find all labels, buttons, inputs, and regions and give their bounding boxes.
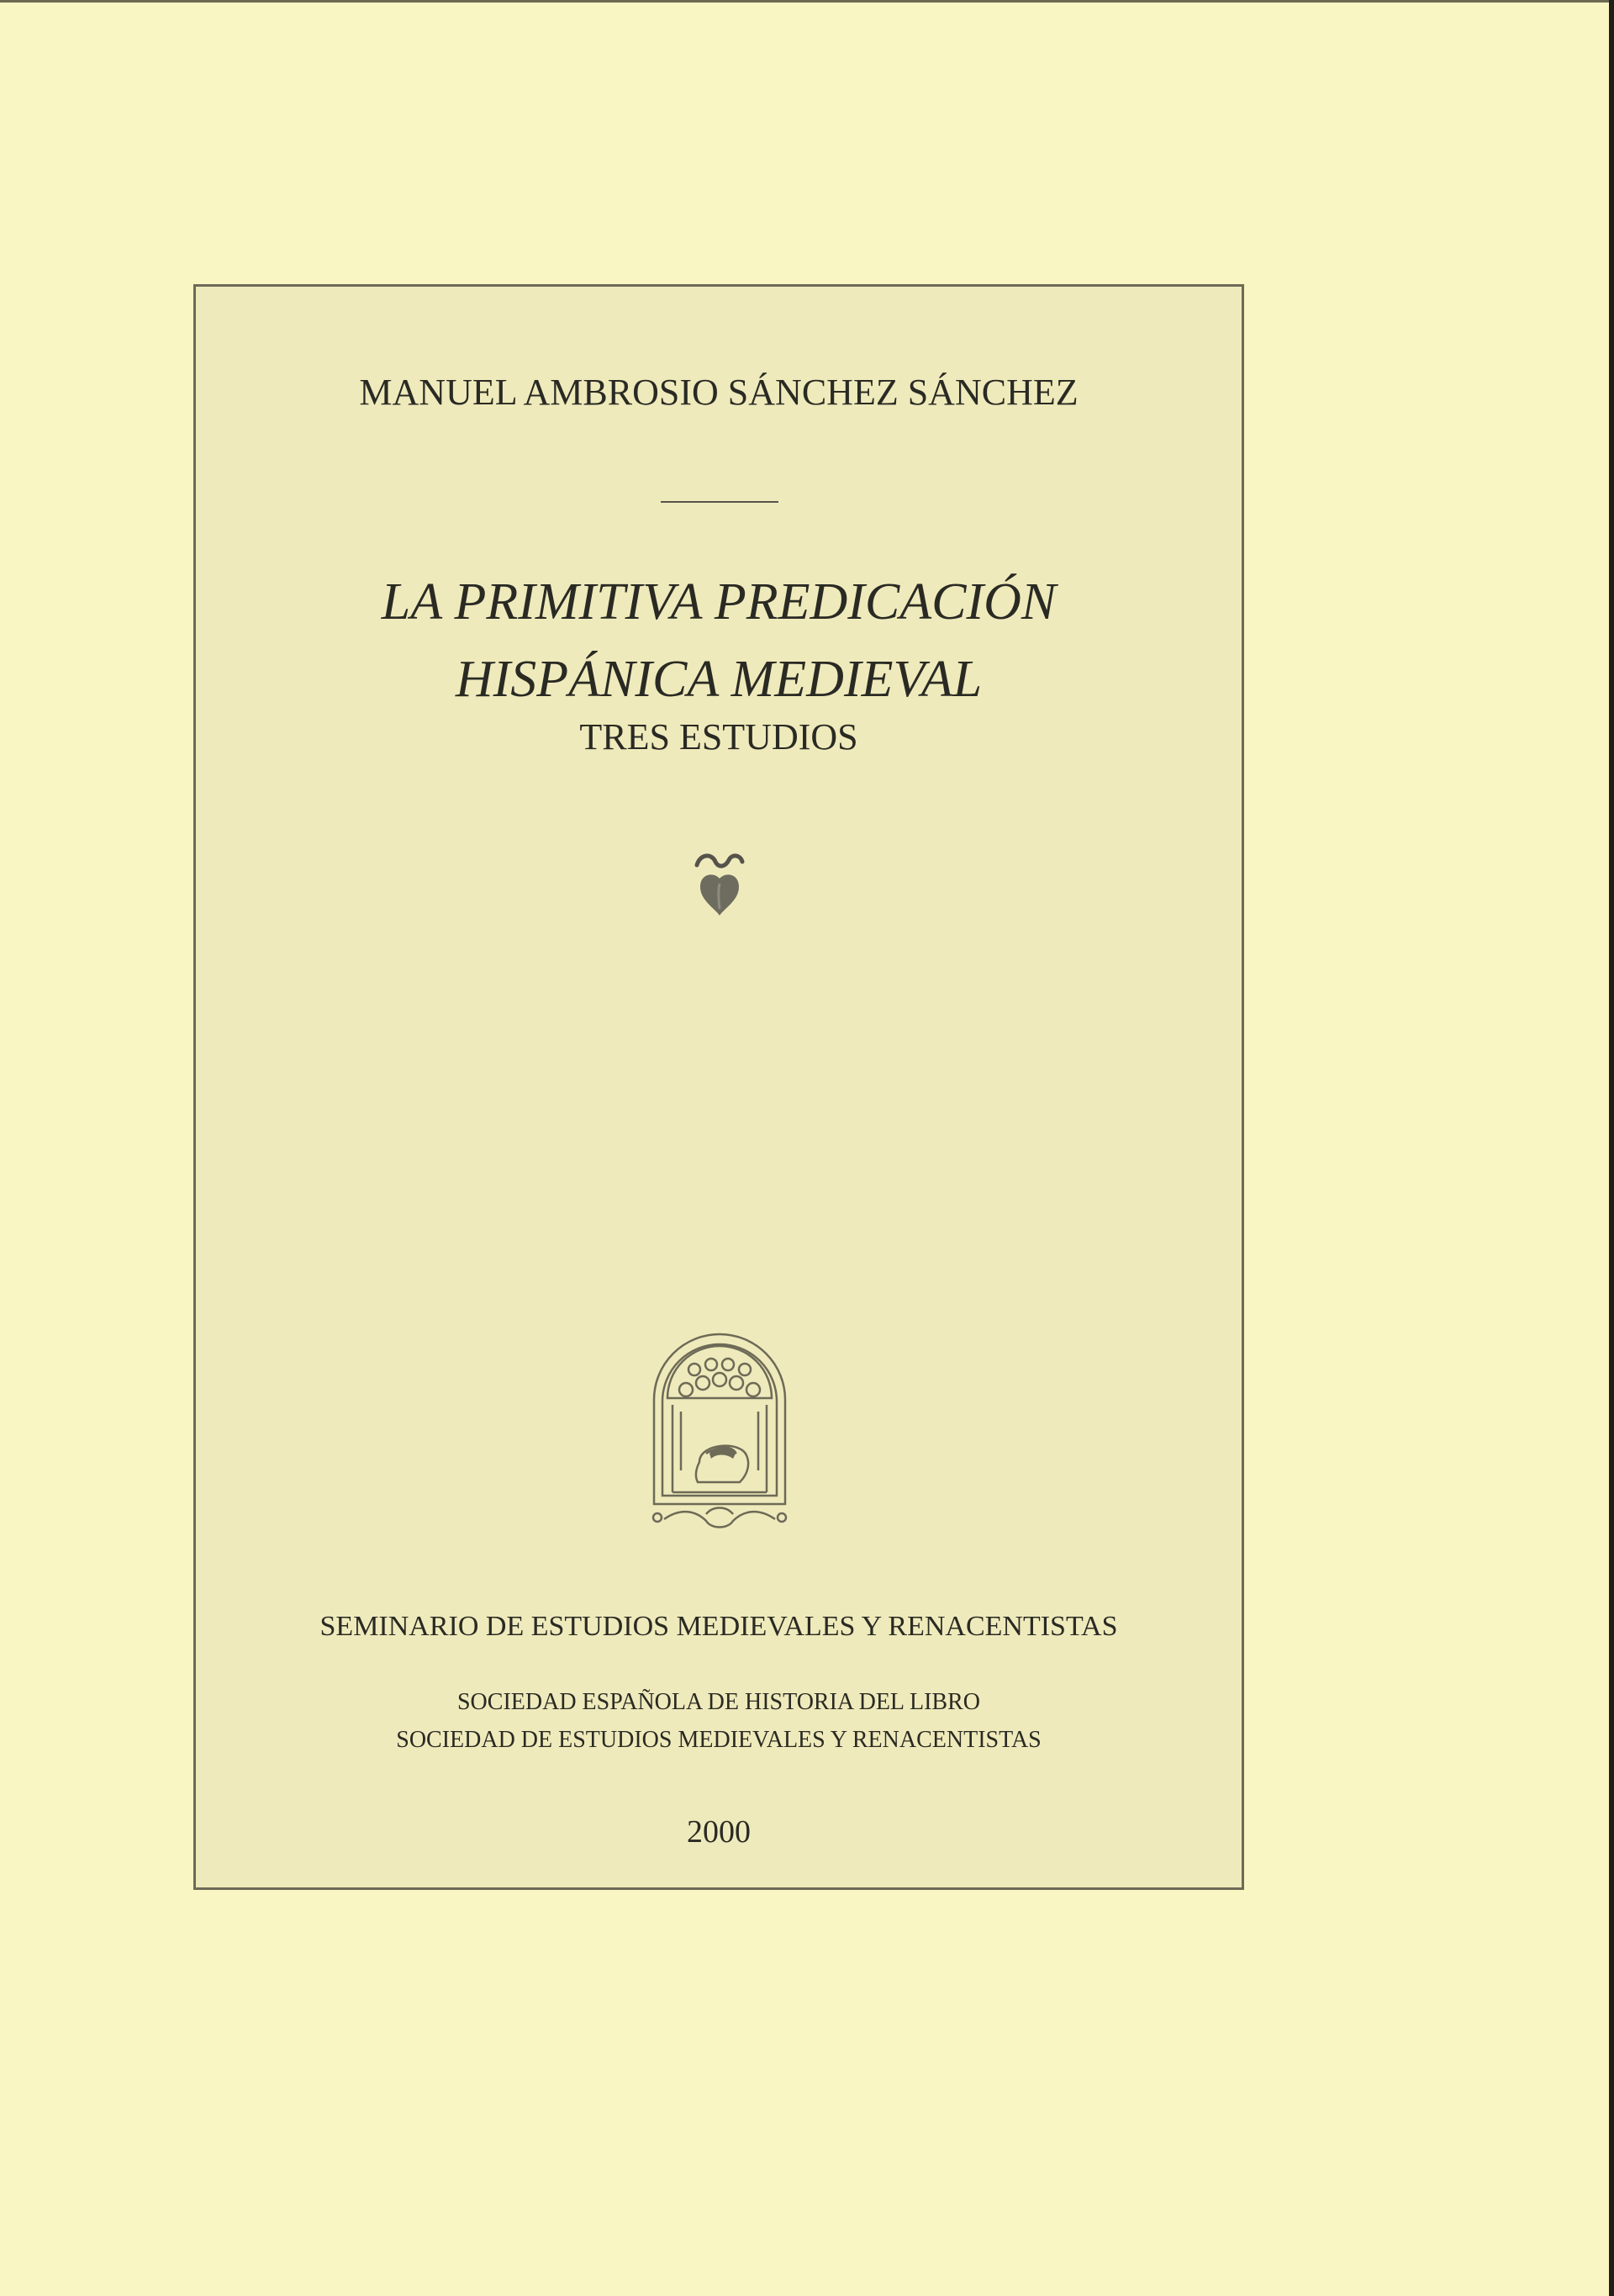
- window-reader-emblem-icon: [647, 1327, 792, 1533]
- author-name: MANUEL AMBROSIO SÁNCHEZ SÁNCHEZ: [359, 372, 1079, 413]
- title-line-1: LA PRIMITIVA PREDICACIÓN: [381, 573, 1057, 631]
- page-right-edge: [1609, 0, 1614, 2296]
- subtitle: TRES ESTUDIOS: [579, 716, 858, 757]
- series-name: SEMINARIO DE ESTUDIOS MEDIEVALES Y RENACENTISTAS: [319, 1611, 1118, 1642]
- publisher-1: SOCIEDAD ESPAÑOLA DE HISTORIA DEL LIBRO: [456, 1689, 980, 1715]
- fleuron-icon: [690, 850, 749, 917]
- page-top-edge: [0, 0, 1614, 3]
- book-cover: [193, 284, 1244, 1890]
- title-divider: [661, 501, 778, 503]
- publication-year: 2000: [687, 1814, 751, 1850]
- title-line-2: HISPÁNICA MEDIEVAL: [455, 651, 983, 708]
- publisher-2: SOCIEDAD DE ESTUDIOS MEDIEVALES Y RENACENTISTAS: [396, 1727, 1042, 1753]
